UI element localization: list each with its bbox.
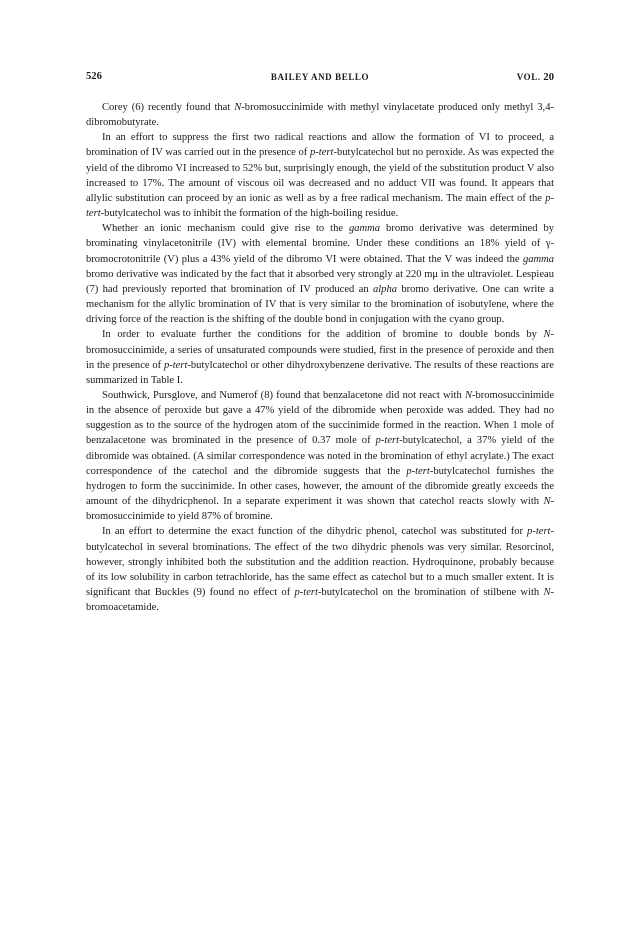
- running-head: [86, 70, 554, 84]
- body-text: [86, 100, 554, 615]
- paragraph-benzalacetone: Southwick, Pursglove, and Numerof (8) found that benzalacetone did not react with N-bromosuccinimide in the absence of peroxide but gave a 47% yield of the dibromide when peroxide was added. They had no suggestion as to the source of the hydrogen atom of the succinimide formed in the reaction. When 1 mole of benzalacetone was brominated in the presence of 0.37 mole of p-tert-butylcatechol, a 37% yield of the dibromide was obtained. (A similar correspondence was noted in the bromination of ethyl acrylate.) The exact correspondence of the catechol and the dibromide suggests that the p-tert-butylcatechol furnishes the hydrogen to form the succinimide. In other cases, however, the amount of the dibromide greatly exceeds the amount of the dihydricphenol. In a separate experiment it was shown that catechol reacts slowly with N-bromosuccinimide to yield 87% of bromine.: [86, 389, 555, 523]
- running-head-authors: BAILEY AND BELLO: [270, 72, 370, 82]
- page-number: 526: [86, 71, 102, 82]
- paragraph-suppression-experiment: In an effort to suppress the first two radical reactions and allow the formation of VI to proceed, a bromination of IV was carried out in the presence of p-tert-butylcatechol but no peroxide. As was expected the yield of the dibromo VI increased to 52% but, surprisingly enough, the yield of the substitution product V also increased to 17%. The amount of viscous oil was decreased and no adduct VII was found. It appears that allylic substitution can proceed by an ionic as well as by a free radical mechanism. The main effect of the p-tert-butylcatechol was to inhibit the formation of the high-boiling residue.: [86, 132, 555, 220]
- paragraph-ionic-mechanism: Whether an ionic mechanism could give rise to the gamma bromo derivative was determined by brominating vinylacetonitrile (IV) with elemental bromine. Under these conditions an 18% yield of γ-bromocrotonitrile (V) plus a 43% yield of the dibromo VI were obtained. That the V was indeed the gamma bromo derivative was indicated by the fact that it absorbed very strongly at 220 mμ in the ultraviolet. Lespieau (7) had previously reported that bromination of IV produced an alpha bromo derivative. One can write a mechanism for the allylic bromination of IV that is very similar to the bromination of isobutylene, where the driving force of the reaction is the shifting of the double bond in conjugation with the cyano group.: [86, 223, 554, 326]
- paragraph-dihydric-phenol: In an effort to determine the exact function of the dihydric phenol, catechol was substituted for p-tert-butylcatechol in several brominations. The effect of the two dihydric phenols was very similar. Resorcinol, however, strongly inhibited both the substitution and the addition reaction. Hydroquinone, probably because of its low solubility in carbon tetrachloride, has the same effect as catechol but to a much smaller extent. It is significant that Buckles (9) found no effect of p-tert-butylcatechol on the bromination of stilbene with N-bromoacetamide.: [86, 526, 554, 614]
- paragraph-corey: Corey (6) recently found that N-bromosuccinimide with methyl vinylacetate produced only methyl 3,4-dibromobutyrate.: [86, 102, 554, 129]
- volume-indicator: [517, 70, 554, 85]
- volume-label: VOL.: [516, 72, 541, 82]
- paragraph-conditions: In order to evaluate further the conditions for the addition of bromine to double bonds by N-bromosuccinimide, a series of unsaturated compounds were studied, first in the presence of peroxide and then in the presence of p-tert-butylcatechol or other dihydroxybenzene derivative. The results of these reactions are summarized in Table I.: [86, 329, 554, 386]
- volume-number: 20: [543, 72, 554, 83]
